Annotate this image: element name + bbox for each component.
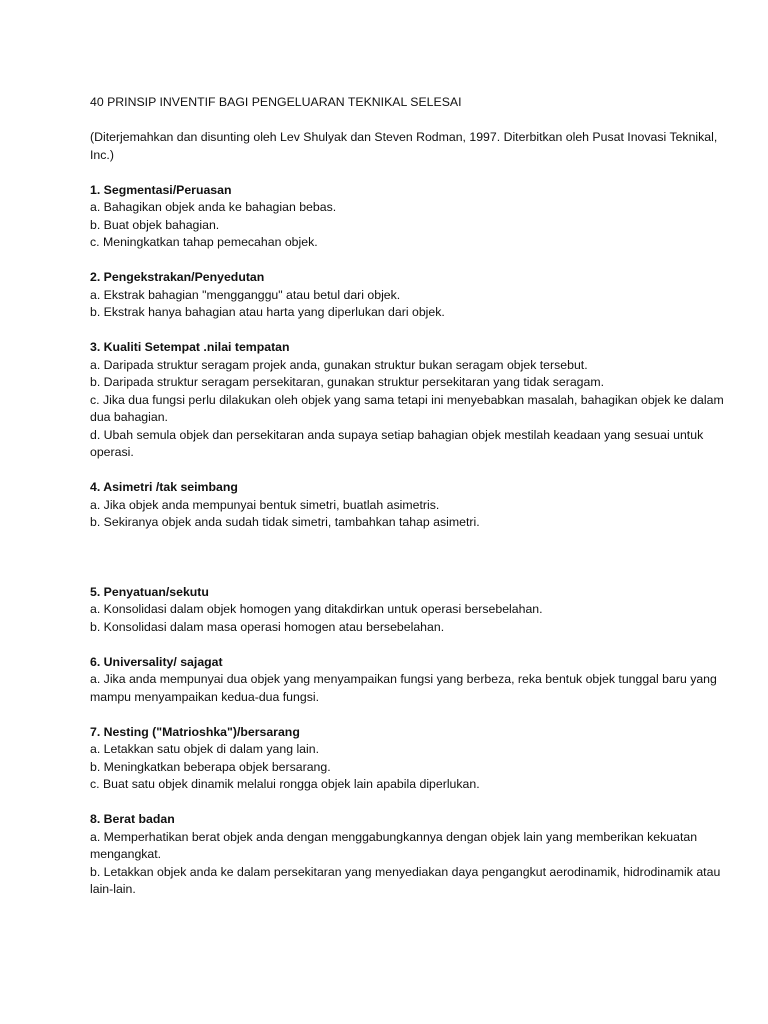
- section-heading: 5. Penyatuan/sekutu: [90, 584, 209, 599]
- section-item: a. Ekstrak bahagian "mengganggu" atau betul dari objek.: [90, 287, 401, 302]
- section-item: b. Konsolidasi dalam masa operasi homogen atau bersebelahan.: [90, 619, 445, 634]
- section-item: a. Memperhatikan berat objek anda dengan menggabungkannya dengan objek lain yang memberikan kekuatan mengangkat.: [90, 829, 698, 861]
- section-universality: [90, 654, 728, 707]
- section-item: a. Jika objek anda mempunyai bentuk simetri, buatlah asimetris.: [90, 497, 440, 512]
- section-pengekstrakan: [90, 269, 728, 322]
- section-item: c. Meningkatkan tahap pemecahan objek.: [90, 235, 318, 249]
- section-item: b. Sekiranya objek anda sudah tidak simetri, tambahkan tahap asimetri.: [90, 515, 480, 529]
- section-item: a. Konsolidasi dalam objek homogen yang ditakdirkan untuk operasi bersebelahan.: [90, 602, 543, 616]
- section-item: a. Bahagikan objek anda ke bahagian bebas.: [90, 200, 337, 214]
- section-item: a. Jika anda mempunyai dua objek yang menyampaikan fungsi yang berbeza, reka bentuk objek tunggal baru yang mampu menyampaikan kedua-dua fungsi.: [90, 672, 717, 704]
- document-title: 40 PRINSIP INVENTIF BAGI PENGELUARAN TEKNIKAL SELESAI: [90, 95, 462, 109]
- section-berat-badan: [90, 811, 728, 899]
- section-nesting: [90, 724, 728, 794]
- section-item: c. Buat satu objek dinamik melalui rongga objek lain apabila diperlukan.: [90, 777, 480, 791]
- section-heading: 3. Kualiti Setempat .nilai tempatan: [90, 340, 290, 354]
- translation-note: (Diterjemahkan dan disunting oleh Lev Shulyak dan Steven Rodman, 1997. Diterbitkan oleh Pusat Inovasi Teknikal, Inc.): [90, 130, 718, 162]
- section-item: b. Daripada struktur seragam persekitaran, gunakan struktur persekitaran yang tidak seragam.: [90, 375, 604, 389]
- section-heading: 4. Asimetri /tak seimbang: [90, 480, 238, 494]
- section-item: a. Letakkan satu objek di dalam yang lain.: [90, 742, 320, 756]
- section-item: d. Ubah semula objek dan persekitaran anda supaya setiap bahagian objek mestilah keadaan yang sesuai untuk operasi.: [90, 427, 704, 459]
- section-kualiti-setempat: [90, 339, 728, 462]
- section-asimetri: [90, 479, 728, 532]
- section-item: b. Ekstrak hanya bahagian atau harta yang diperlukan dari objek.: [90, 305, 445, 319]
- section-item: a. Daripada struktur seragam projek anda, gunakan struktur bukan seragam objek tersebut.: [90, 357, 588, 372]
- section-heading: 8. Berat badan: [90, 812, 175, 826]
- section-heading: 2. Pengekstrakan/Penyedutan: [90, 270, 265, 284]
- section-penyatuan: [90, 584, 728, 637]
- section-item: b. Buat objek bahagian.: [90, 217, 220, 232]
- section-item: c. Jika dua fungsi perlu dilakukan oleh objek yang sama tetapi ini menyebabkan masalah, bahagikan objek ke dalam dua bahagian.: [90, 392, 724, 424]
- section-item: b. Meningkatkan beberapa objek bersarang.: [90, 759, 331, 774]
- section-heading: 7. Nesting ("Matrioshka")/bersarang: [90, 724, 300, 739]
- section-heading: 6. Universality/ sajagat: [90, 654, 223, 669]
- section-item: b. Letakkan objek anda ke dalam persekitaran yang menyediakan daya pengangkut aerodinamik, hidrodinamik atau lain-lain.: [90, 864, 721, 896]
- section-segmentasi: [90, 182, 728, 252]
- section-heading: 1. Segmentasi/Peruasan: [90, 182, 232, 197]
